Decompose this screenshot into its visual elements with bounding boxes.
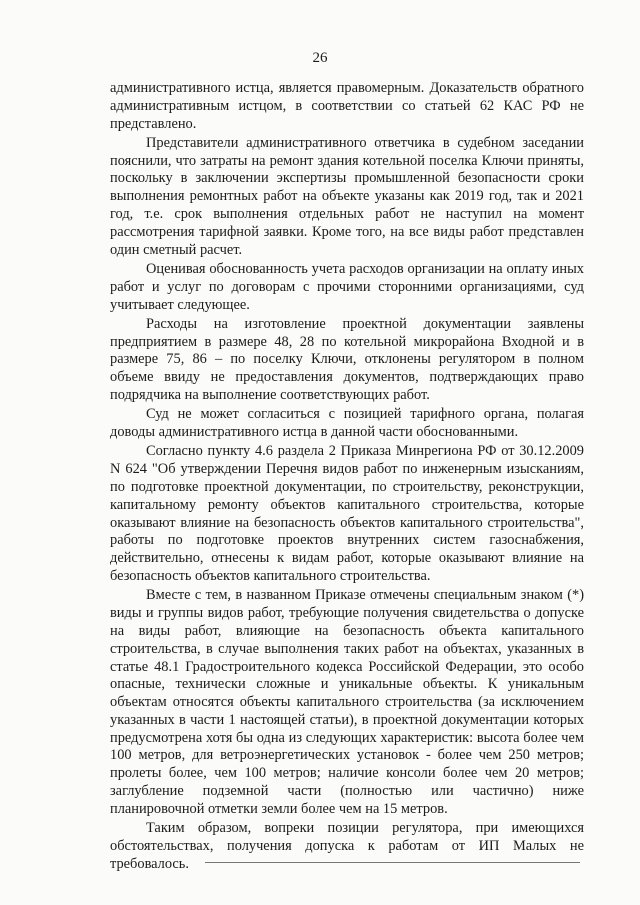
- paragraph-other-services: Оценивая обоснованность учета расходов организации на оплату иных работ и услуг по договорам с прочими сторонними организациями, суд учитывает следующее.: [110, 260, 584, 313]
- paragraph-continuation: административного истца, является правомерным. Доказательств обратного административным истцом, в соответствии со статьей 62 КАС РФ не представлено.: [110, 80, 584, 132]
- paragraph-special-mark: Вместе с тем, в названном Приказе отмечены специальным знаком (*) виды и группы видов работ, требующие получения свидетельства о допуске на виды работ, влияющие на безопасность объекта капитального строительства, в случае выполнения таких работ на объектах, указанных в статье 48.1 Градостроительного кодекса Российской Федерации, это особо опасные, технически сложные и уникальные объекты. К уникальным объектам относятся объекты капитального строительства (за исключением указанных в части 1 настоящей статьи), в проектной документации которых предусмотрена хотя бы одна из следующих характеристик: высота более чем 100 метров, для ветроэнергетических установок - более чем 250 метров; пролеты более, чем 100 метров; наличие консоли более чем 20 метров; заглубление подземной части (полностью или частично) ниже планировочной отметки земли более чем на 15 метров.: [110, 587, 584, 817]
- paragraph-design-costs: Расходы на изготовление проектной документации заявлены предприятием в размере 48, 28 по котельной микрорайона Входной и в размере 75, 86 – по поселку Ключи, отклонены регулятором в полном объеме ввиду не предоставления документов, подтверждающих право подрядчика на выполнение соответствующих работ.: [110, 315, 584, 404]
- paragraph-conclusion: Таким образом, вопреки позиции регулятора, при имеющихся обстоятельствах, получения допуска к работам от ИП Малых не требовалось.: [110, 820, 584, 872]
- page-number: 26: [312, 50, 328, 66]
- paragraph-order-624: Согласно пункту 4.6 раздела 2 Приказа Минрегиона РФ от 30.12.2009 N 624 "Об утверждении Перечня видов работ по инженерным изысканиям, по подготовке проектной документации, по строительству, реконструкции, капитальному ремонту объектов капитального строительства, которые оказывают влияние на безопасность объектов капитального строительства", работы по подготовке проектов внутренних систем газоснабжения, действительно, отнесены к видам работ, которые оказывают влияние на безопасность объектов капитального строительства.: [110, 443, 584, 585]
- document-body: [110, 80, 584, 874]
- paragraph-defendant-explanation: Представители административного ответчика в судебном заседании пояснили, что затраты на ремонт здания котельной поселка Ключи приняты, поскольку в заключении экспертизы промышленной безопасности сроки выполнения ремонтных работ на объекте указаны как 2019 год, так и 2021 год, т.е. срок выполнения отдельных работ не наступил на момент рассмотрения тарифной заявки. Кроме того, на все виды работ представлен один сметный расчет.: [110, 134, 584, 258]
- footer-divider: [205, 862, 580, 863]
- paragraph-court-position: Суд не может согласиться с позицией тарифного органа, полагая доводы административного истца в данной части обоснованными.: [110, 406, 584, 441]
